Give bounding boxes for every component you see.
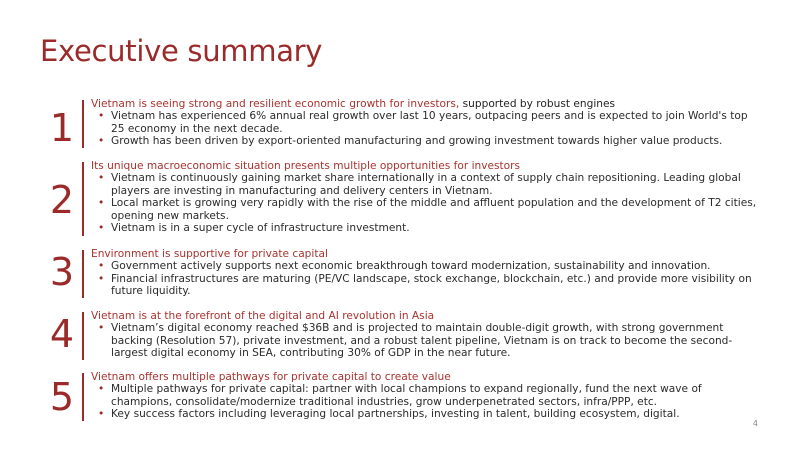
bullet-list	[91, 110, 761, 147]
section-divider	[82, 373, 84, 421]
section-number: 2	[49, 178, 75, 222]
section-divider	[82, 250, 84, 298]
section-content	[91, 248, 761, 298]
bullet-list	[91, 260, 761, 297]
section-number: 5	[49, 375, 75, 419]
section-heading-highlight: Environment is supportive for private capital	[91, 248, 328, 260]
bullet-item: • Vietnam’s digital economy reached $36B and is projected to maintain double-digit growth, with strong government backing (Resolution 57), private investment, and a robust talent pipeline, Vietnam is on track to become the second-largest digital economy in SEA, contributing 30% of GDP in the near future.	[91, 322, 761, 359]
section-heading	[91, 98, 761, 110]
section-heading	[91, 310, 761, 322]
bullet-item: • Vietnam is continuously gaining market share internationally in a context of supply chain repositioning. Leading global players are investing in manufacturing and delivery centers in Vietnam.	[91, 172, 761, 197]
section-heading-highlight: Its unique macroeconomic situation presents multiple opportunities for investors	[91, 160, 521, 172]
section-content	[91, 98, 761, 148]
bullet-item: • Key success factors including leveraging local partnerships, investing in talent, building ecosystem, digital.	[91, 408, 761, 420]
section-number: 4	[49, 312, 75, 356]
section-heading	[91, 248, 761, 260]
section-number: 1	[49, 106, 75, 150]
bullet-item: • Local market is growing very rapidly with the rise of the middle and affluent population and the development of T2 cities, opening new markets.	[91, 197, 761, 222]
section-heading-rest: supported by robust engines	[459, 98, 616, 110]
page-title: Executive summary	[40, 34, 323, 68]
section-divider	[82, 312, 84, 360]
bullet-list	[91, 383, 761, 420]
section-content	[91, 371, 761, 421]
bullet-list	[91, 172, 761, 234]
bullet-item: • Vietnam has experienced 6% annual real growth over last 10 years, outpacing peers and is expected to join World's top 25 economy in the next decade.	[91, 110, 761, 135]
section-heading-highlight: Vietnam is at the forefront of the digital and AI revolution in Asia	[91, 310, 435, 322]
bullet-item: • Multiple pathways for private capital: partner with local champions to expand regionally, fund the next wave of champions, consolidate/modernize traditional industries, grow underpenetrated sectors, infra/PPP, etc.	[91, 383, 761, 408]
section-content	[91, 310, 761, 360]
page-number: 4	[752, 419, 758, 428]
section-heading-highlight: Vietnam is seeing strong and resilient economic growth for investors,	[91, 98, 460, 110]
section-heading	[91, 371, 761, 383]
section-content	[91, 160, 761, 234]
bullet-item: • Vietnam is in a super cycle of infrastructure investment.	[91, 222, 761, 234]
bullet-list	[91, 322, 761, 359]
section-heading-highlight: Vietnam offers multiple pathways for private capital to create value	[91, 371, 451, 383]
section-heading	[91, 160, 761, 172]
bullet-item: • Financial infrastructures are maturing (PE/VC landscape, stock exchange, blockchain, etc.) and provide more visibility on future liquidity.	[91, 273, 761, 298]
section-divider	[82, 100, 84, 148]
bullet-item: • Growth has been driven by export-oriented manufacturing and growing investment towards higher value products.	[91, 135, 761, 147]
section-number: 3	[49, 250, 75, 294]
section-divider	[82, 162, 84, 236]
bullet-item: • Government actively supports next economic breakthrough toward modernization, sustainability and innovation.	[91, 260, 761, 272]
